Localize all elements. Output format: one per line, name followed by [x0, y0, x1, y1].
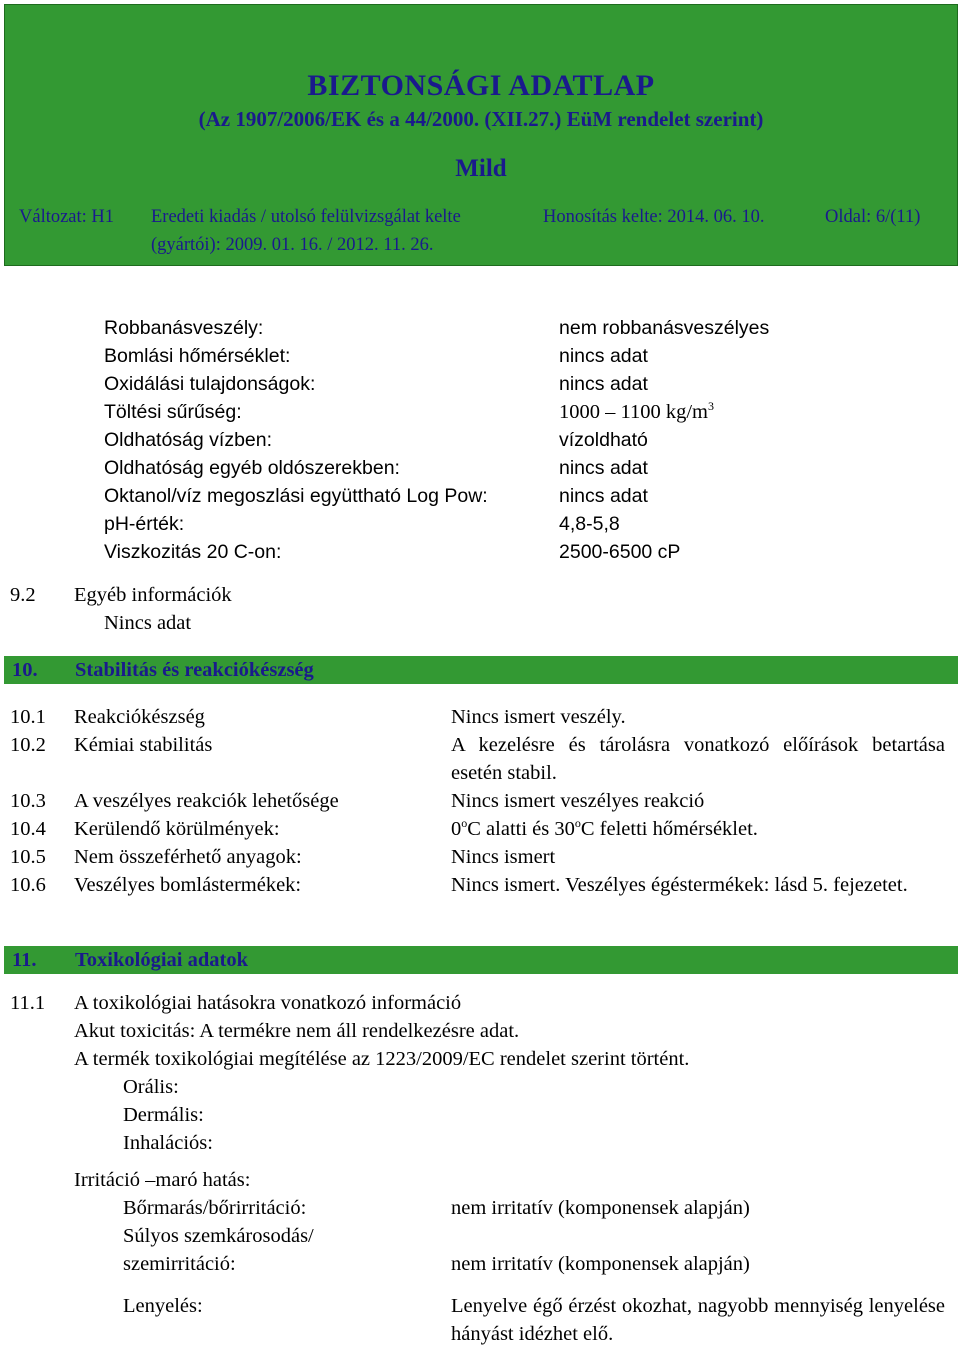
- property-value: nincs adat: [559, 373, 648, 395]
- temp-low: 0: [451, 818, 462, 840]
- item-number: 10.2: [10, 734, 46, 756]
- property-value: [559, 398, 714, 426]
- translation-date: Honosítás kelte: 2014. 06. 10.: [543, 207, 765, 227]
- density-superscript: 3: [708, 399, 715, 414]
- skin-irritation-value: nem irritatív (komponensek alapján): [451, 1197, 750, 1219]
- density-value: 1000 – 1100 kg/m: [559, 401, 709, 423]
- section-10-header: [4, 656, 958, 684]
- version-label: Változat: H1: [19, 207, 115, 227]
- dermal-label: Dermális:: [123, 1104, 204, 1126]
- property-label: Töltési sűrűség:: [104, 401, 242, 423]
- item-number: 10.6: [10, 874, 46, 896]
- item-number: 10.1: [10, 706, 46, 728]
- item-value: A kezelésre és tárolásra vonatkozó előírások betartása esetén stabil.: [451, 734, 945, 784]
- item-label: Kémiai stabilitás: [74, 734, 213, 756]
- skin-irritation-label: Bőrmarás/bőrirritáció:: [123, 1197, 307, 1219]
- item-value: Nincs ismert veszély.: [451, 706, 626, 728]
- document-title: BIZTONSÁGI ADATLAP: [307, 69, 655, 102]
- product-name: Mild: [455, 155, 507, 182]
- section-11-header: [4, 946, 958, 974]
- page-number: Oldal: 6/(11): [825, 207, 921, 227]
- item-label: A veszélyes reakciók lehetősége: [74, 790, 339, 812]
- property-value: nem robbanásveszélyes: [559, 317, 770, 339]
- eye-irritation-value: nem irritatív (komponensek alapján): [451, 1253, 750, 1275]
- property-value: nincs adat: [559, 345, 648, 367]
- item-label: Reakciókészség: [74, 706, 205, 728]
- property-value: nincs adat: [559, 485, 648, 507]
- assessment-text: A termék toxikológiai megítélése az 1223/2009/EC rendelet szerint történt.: [74, 1048, 690, 1070]
- ingestion-label: Lenyelés:: [123, 1295, 203, 1317]
- issue-date-line1: Eredeti kiadás / utolsó felülvizsgálat kelte: [151, 207, 461, 227]
- acute-toxicity-text: Akut toxicitás: A termékre nem áll rendelkezésre adat.: [74, 1020, 520, 1042]
- issue-date-line2: (gyártói): 2009. 01. 16. / 2012. 11. 26.: [151, 235, 434, 255]
- degree-superscript: o: [574, 816, 581, 831]
- inhalation-label: Inhalációs:: [123, 1132, 213, 1154]
- section-number: 9.2: [10, 584, 36, 606]
- property-value: nincs adat: [559, 457, 648, 479]
- section-number: 11.: [12, 949, 37, 971]
- ingestion-value: Lenyelve égő érzést okozhat, nagyobb mennyiség lenyelése hányást idézhet elő.: [451, 1295, 945, 1345]
- oral-label: Orális:: [123, 1076, 179, 1098]
- item-number: 11.1: [10, 992, 46, 1014]
- section-title: Egyéb információk: [74, 584, 232, 606]
- section-title: Toxikológiai adatok: [75, 949, 248, 971]
- item-value: Nincs ismert veszélyes reakció: [451, 790, 705, 812]
- item-label: Nem összeférhető anyagok:: [74, 846, 302, 868]
- eye-irritation-label: szemirritáció:: [123, 1253, 236, 1275]
- item-number: 10.3: [10, 790, 46, 812]
- eye-damage-label: Súlyos szemkárosodás/: [123, 1225, 314, 1247]
- property-label: Oktanol/víz megoszlási együttható Log Pow:: [104, 485, 488, 507]
- item-number: 10.5: [10, 846, 46, 868]
- property-label: Oldhatóság vízben:: [104, 429, 273, 451]
- property-label: Oxidálási tulajdonságok:: [104, 373, 316, 395]
- item-label: Veszélyes bomlástermékek:: [74, 874, 302, 896]
- property-label: Bomlási hőmérséklet:: [104, 345, 291, 367]
- item-value: Nincs ismert. Veszélyes égéstermékek: lásd 5. fejezetet.: [451, 874, 908, 896]
- property-label: Robbanásveszély:: [104, 317, 264, 339]
- property-label: Oldhatóság egyéb oldószerekben:: [104, 457, 400, 479]
- property-value: 4,8-5,8: [559, 513, 620, 535]
- item-label: A toxikológiai hatásokra vonatkozó információ: [74, 992, 462, 1014]
- property-value: vízoldható: [559, 429, 648, 451]
- section-number: 10.: [12, 659, 38, 681]
- document-header: [4, 4, 958, 266]
- document-subtitle: (Az 1907/2006/EK és a 44/2000. (XII.27.) EüM rendelet szerint): [198, 107, 764, 131]
- item-value: [451, 815, 758, 843]
- temp-end: C feletti hőmérséklet.: [580, 818, 758, 840]
- property-value: 2500-6500 cP: [559, 541, 681, 563]
- degree-superscript: o: [461, 816, 468, 831]
- temp-middle: C alatti és 30: [467, 818, 575, 840]
- item-label: Kerülendő körülmények:: [74, 818, 280, 840]
- section-text: Nincs adat: [104, 612, 192, 634]
- item-value: Nincs ismert: [451, 846, 556, 868]
- irritation-label: Irritáció –maró hatás:: [74, 1169, 251, 1191]
- item-number: 10.4: [10, 818, 46, 840]
- property-label: Viszkozitás 20 C-on:: [104, 541, 282, 563]
- section-title: Stabilitás és reakciókészség: [75, 659, 314, 681]
- property-label: pH-érték:: [104, 513, 185, 535]
